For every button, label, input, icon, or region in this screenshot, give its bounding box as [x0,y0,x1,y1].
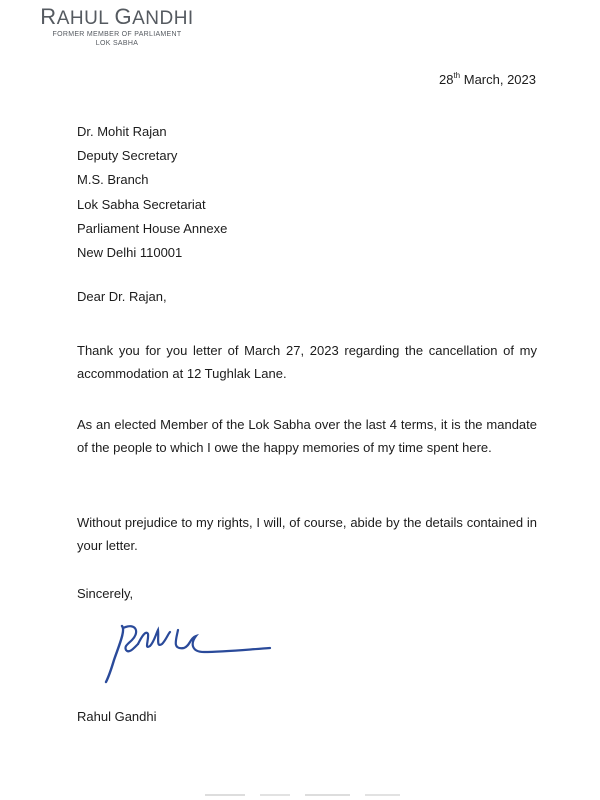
date-day: 28 [438,72,454,87]
letter-date [439,72,536,87]
letterhead-name-initial-1: R [40,4,57,29]
recipient-line: M.S. Branch [77,172,149,188]
body-paragraph-2: As an elected Member of the Lok Sabha over the last 4 terms, it is the mandate of the people to which I owe the happy memories of my time spent here. [77,417,537,455]
letterhead-name-initial-2: G [114,4,133,29]
date-rest: March, 2023 [460,72,536,87]
letterhead-name-rest-2: ANDHI [132,8,194,29]
letterhead [32,6,202,48]
letterhead-house: LOK SABHA [95,40,139,47]
signer-name: Rahul Gandhi [77,709,157,724]
recipient-line: Deputy Secretary [77,148,178,164]
signature-stroke-3 [138,630,170,647]
letterhead-name [32,6,202,30]
signature [92,608,282,688]
salutation: Dear Dr. Rajan, [77,289,167,304]
closing: Sincerely, [77,586,134,601]
body-paragraph-3: Without prejudice to my rights, I will, of course, abide by the details contained in your letter. [77,515,537,553]
recipient-address [77,120,227,265]
signature-stroke-4 [176,630,270,652]
signature-stroke-2 [123,626,138,651]
recipient-line: Parliament House Annexe [77,220,228,236]
recipient-line: Lok Sabha Secretariat [77,196,206,212]
recipient-line: New Delhi 110001 [77,245,183,261]
letterhead-name-rest-1: AHUL [56,8,109,29]
body-paragraph-1: Thank you for you letter of March 27, 2023 regarding the cancellation of my accommodation at 12 Tughlak Lane. [77,343,537,381]
letterhead-title: FORMER MEMBER OF PARLIAMENT [52,31,182,38]
signature-stroke-1 [106,626,123,682]
date-suffix: th [453,70,461,80]
bottom-scan-artifact [205,793,405,797]
recipient-line: Dr. Mohit Rajan [77,124,167,139]
